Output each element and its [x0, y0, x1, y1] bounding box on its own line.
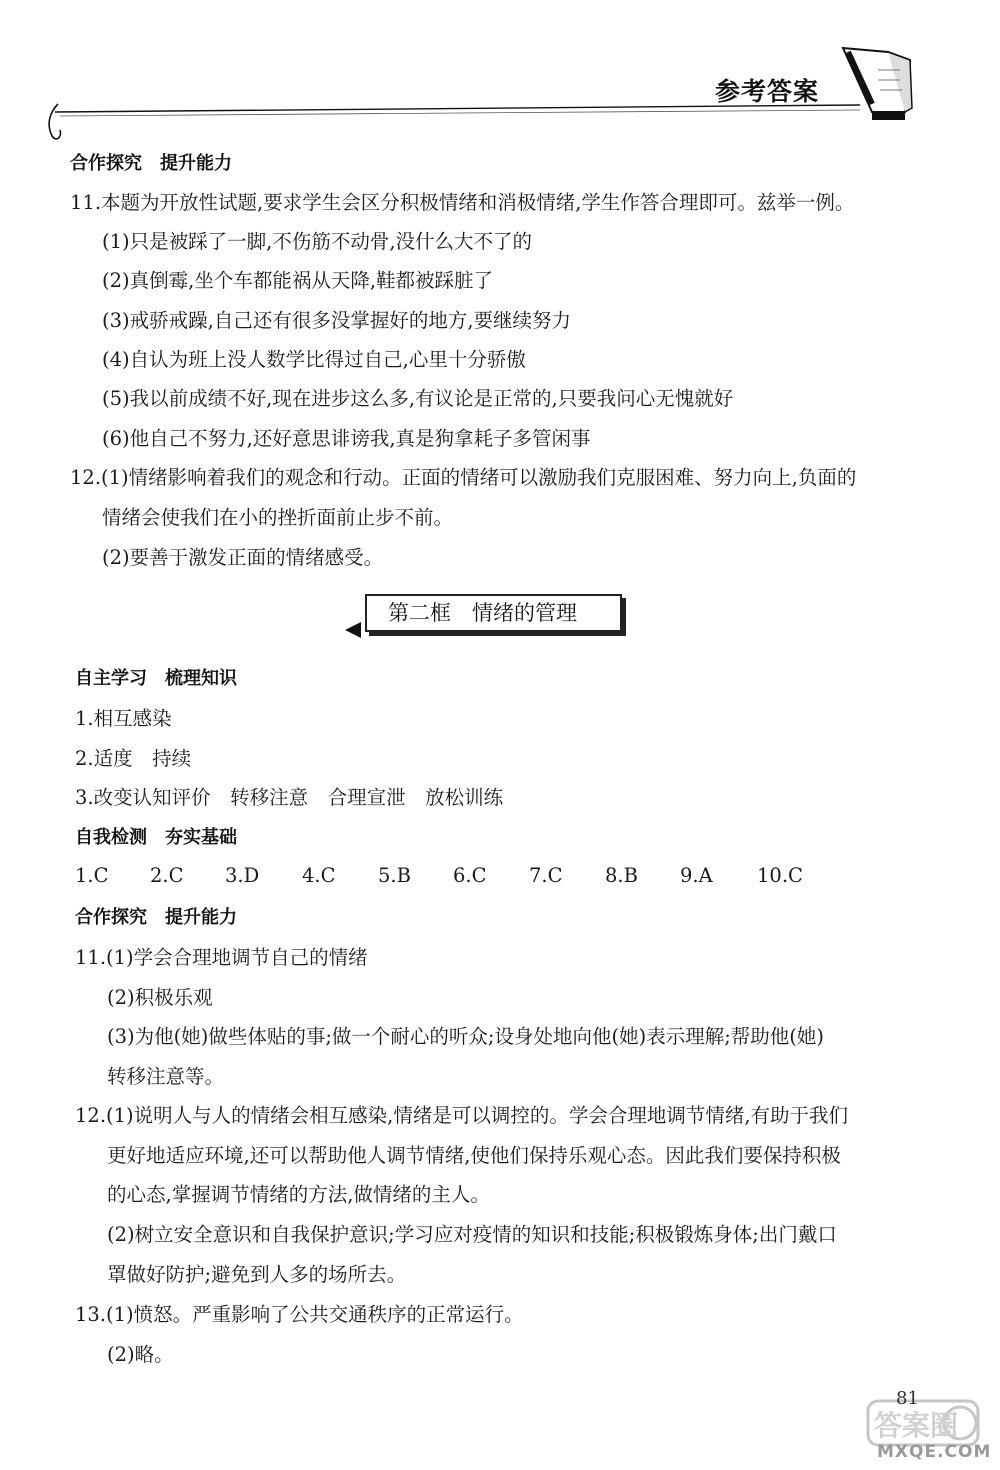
s2-line-2: (2)积极乐观: [107, 986, 213, 1009]
s2-line-6: 更好地适应环境,还可以帮助他人调节情绪,使他们保持乐观心态。因此我们要保持积极: [107, 1144, 841, 1167]
section-heading-cooperation-2: 合作探究 提升能力: [75, 907, 237, 928]
question-12-line-1: 12.(1)情绪影响着我们的观念和行动。正面的情绪可以激励我们克服困难、努力向上,负面的: [70, 466, 857, 489]
section-heading-cooperation: 合作探究 提升能力: [70, 153, 232, 174]
self-study-item-1: 1.相互感染: [75, 707, 172, 730]
s2-line-9: 罩做好防护;避免到人多的场所去。: [107, 1263, 407, 1286]
question-12-line-3: (2)要善于激发正面的情绪感受。: [102, 546, 384, 569]
answer-7: 7.C: [529, 864, 563, 887]
frame-title: 第二框 情绪的管理: [388, 601, 577, 625]
svg-text:答案圈: 答案圈: [874, 1409, 959, 1442]
book-icon: [843, 48, 912, 120]
answer-1: 1.C: [75, 864, 109, 887]
q11-item-2: (2)真倒霉,坐个车都能祸从天降,鞋都被踩脏了: [102, 269, 494, 292]
watermark-url: MXQE.COM: [877, 1442, 992, 1462]
q11-item-6: (6)他自己不努力,还好意思诽谤我,真是狗拿耗子多管闲事: [102, 427, 591, 450]
self-study-item-2: 2.适度 持续: [75, 747, 192, 770]
s2-line-3: (3)为他(她)做些体贴的事;做一个耐心的听众;设身处地向他(她)表示理解;帮助他(她): [107, 1025, 824, 1048]
section-heading-self-test: 自我检测 夯实基础: [75, 827, 237, 848]
answer-10: 10.C: [757, 864, 803, 887]
s2-line-5: 12.(1)说明人与人的情绪会相互感染,情绪是可以调控的。学会合理地调节情绪,有助于我们: [75, 1104, 849, 1127]
q11-item-1: (1)只是被踩了一脚,不伤筋不动骨,没什么大不了的: [102, 230, 533, 253]
s2-line-10: 13.(1)愤怒。严重影响了公共交通秩序的正常运行。: [75, 1303, 524, 1326]
answer-4: 4.C: [302, 864, 336, 887]
section-heading-self-study: 自主学习 梳理知识: [75, 668, 237, 689]
header-decoration: [0, 0, 1000, 150]
question-12-line-2: 情绪会使我们在小的挫折面前止步不前。: [102, 506, 454, 529]
s2-line-1: 11.(1)学会合理地调节自己的情绪: [75, 946, 368, 969]
answer-8: 8.B: [605, 864, 638, 887]
s2-line-11: (2)略。: [107, 1343, 174, 1366]
page-header: [0, 0, 1000, 150]
answer-9: 9.A: [680, 864, 713, 887]
q11-item-4: (4)自认为班上没人数学比得过自己,心里十分骄傲: [102, 348, 526, 371]
answer-3: 3.D: [225, 864, 260, 887]
swirl-ornament: [49, 104, 60, 139]
self-study-item-3: 3.改变认知评价 转移注意 合理宣泄 放松训练: [75, 786, 504, 809]
header-title: 参考答案: [715, 77, 820, 106]
q11-item-3: (3)戒骄戒躁,自己还有很多没掌握好的地方,要继续努力: [102, 309, 572, 332]
question-11-intro: 11.本题为开放性试题,要求学生会区分积极情绪和消极情绪,学生作答合理即可。兹举一例。: [70, 191, 855, 214]
s2-line-7: 的心态,掌握调节情绪的方法,做情绪的主人。: [107, 1183, 490, 1206]
answer-2: 2.C: [150, 864, 184, 887]
s2-line-4: 转移注意等。: [107, 1065, 225, 1088]
answer-6: 6.C: [453, 864, 487, 887]
left-arrow-icon: [345, 622, 361, 638]
s2-line-8: (2)树立安全意识和自我保护意识;学习应对疫情的知识和技能;积极锻炼身体;出门戴口: [107, 1223, 837, 1246]
page-number: 81: [896, 1388, 919, 1409]
q11-item-5: (5)我以前成绩不好,现在进步这么多,有议论是正常的,只要我问心无愧就好: [102, 387, 734, 410]
answer-5: 5.B: [378, 864, 411, 887]
